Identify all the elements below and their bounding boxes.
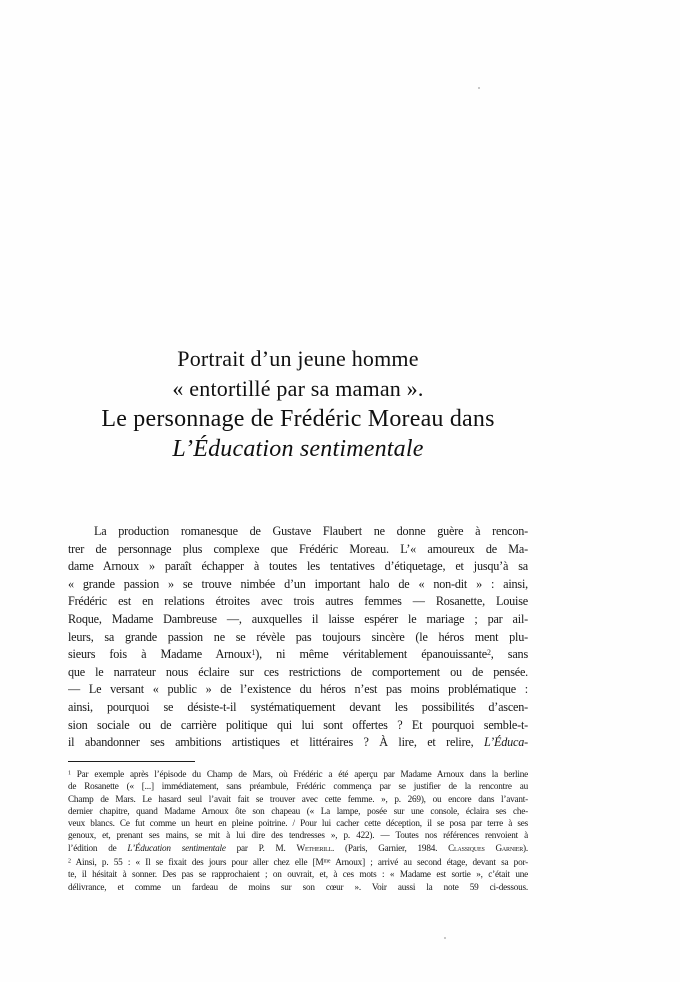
text-line: $^2$ Ainsi, p. 55 : « Il se fixait des jours pour aller chez elle [$M^{me}$ Arnoux] ; arrivé au second étage, devant sa por-	[68, 857, 528, 868]
text-line: Champ de Mars. Le hasard seul l’avait fait se trouver avec cette femme. », p. 269), ou encore dans l’avant-	[68, 793, 528, 804]
text-line: sieurs fois à Madame Arnoux$^1$), ni même véritablement épanouissante$^2$, sans	[68, 647, 528, 662]
scan-speck	[478, 87, 480, 89]
text-line: délivrance, et comme un fardeau de moins sur son cœur ». Voir aussi la note 59 ci-dessous.	[68, 881, 528, 892]
text-line: te, il hésitait à sonner. Des pas se rapprochaient ; on ouvrait, et, à ces mots : « Madame est sortie », c’était une	[68, 869, 528, 880]
footnote-1	[68, 768, 528, 854]
footnote-2	[68, 856, 528, 893]
text-line: Le personnage de Frédéric Moreau dans	[101, 406, 495, 432]
text-line: ainsi, pourquoi se désiste-t-il systématiquement devant les possibilités d’ascen-	[68, 699, 528, 714]
text-line: L’Éducation sentimentale	[172, 436, 424, 462]
text-line: « entortillé par sa maman ».	[172, 376, 424, 401]
text-line: veux blancs. Ce fut comme un heurt en pleine poitrine. / Pour lui cacher cette déception, il se posa par terre à ses	[68, 818, 528, 829]
text-line: La production romanesque de Gustave Flaubert ne donne guère à rencon-	[94, 524, 528, 538]
body-paragraph	[68, 523, 528, 752]
footnotes	[68, 768, 528, 893]
text-line: leurs, sa grande passion ne se révèle pas toujours sincère (le héros ment plu-	[68, 629, 528, 644]
text-line: de Rosanette (« [...] immédiatement, sans préambule, Frédéric commença par se justifier de la rencontre au	[68, 781, 528, 792]
text-line: dame Arnoux » paraît échapper à toutes les tentatives d’étiquetage, et jusqu’à sa	[68, 559, 528, 574]
text-line: il abandonner ses ambitions artistiques et littéraires ? À lire, et relire, L’Éduca-	[68, 735, 528, 750]
text-line: dernier chapitre, quand Madame Arnoux ôte son chapeau (« La lampe, posée sur une console, éclaira ses che-	[68, 805, 528, 816]
footnote-separator-rule	[68, 761, 195, 762]
text-line: — Le versant « public » de l’existence du héros n’est pas moins problématique :	[68, 682, 528, 697]
text-line: Frédéric est en relations étroites avec trois autres femmes — Rosanette, Louise	[68, 594, 528, 609]
text-line: $^1$ Par exemple après l’épisode du Champ de Mars, où Frédéric a été aperçu par Madame Arnoux dans la berline	[68, 769, 528, 779]
text-line: que le narrateur nous éclaire sur ces restrictions de comportement ou de pensée.	[68, 664, 528, 679]
text-line: sion sociale ou de carrière politique qui lui sont offertes ? Et pourquoi semble-t-	[68, 717, 528, 732]
text-line: « grande passion » se trouve nimbée d’un important halo de « non-dit » : ainsi,	[68, 576, 528, 591]
text-line: genoux, et, prenant ses mains, se mit à lui dire des tendresses », p. 422). — Toutes nos références renvoient à	[68, 830, 528, 841]
article-title	[68, 344, 528, 464]
text-line: Roque, Madame Dambreuse —, auxquelles il laisse espérer le mariage ; par ail-	[68, 611, 528, 626]
text-line: l’édition de L’Éducation sentimentale par P. M. Wetherill. (Paris, Garnier, 1984. Classiques Garnier).	[68, 842, 528, 853]
scan-speck	[444, 937, 446, 939]
text-line: trer de personnage plus complexe que Frédéric Moreau. L’« amoureux de Ma-	[68, 541, 528, 556]
text-line: Portrait d’un jeune homme	[177, 346, 419, 371]
